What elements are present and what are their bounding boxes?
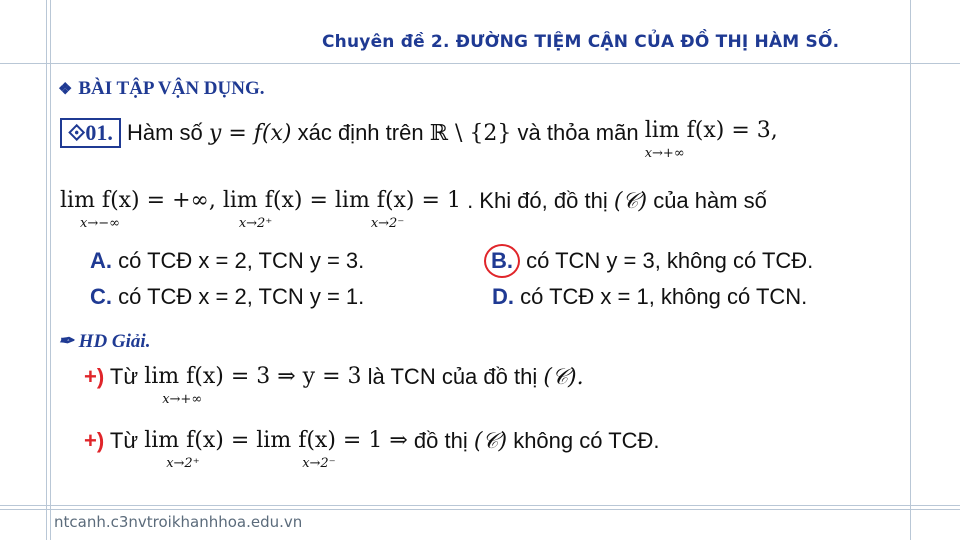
option-c-label: C. [90, 284, 112, 309]
step1-marker: +) [84, 364, 105, 389]
q-domain-set: ℝ \ {2} [429, 121, 512, 146]
step2-limit [144, 428, 408, 471]
step1-sub: x→+∞ [162, 392, 203, 407]
q-function: y = f(x) [208, 121, 292, 146]
footer-website: ntcanh.c3nvtroikhanhhoa.edu.vn [54, 513, 303, 531]
q-limit2-expr: lim f(x) = +∞ [60, 188, 209, 213]
option-b-label-circled: B. [484, 244, 520, 278]
section-title [58, 78, 265, 100]
solution-title [58, 330, 150, 353]
step2-graph: (𝒞) [473, 429, 508, 454]
left-border-line [46, 0, 47, 540]
step2-sub2: x→2⁻ [302, 456, 336, 471]
solution-step-1 [84, 364, 584, 407]
step2-sub1: x→2⁺ [166, 456, 200, 471]
q-text-khido: . Khi đó, đồ thị [467, 188, 608, 213]
step1-tu: Từ [109, 364, 139, 389]
q-limit-at-2 [208, 188, 461, 231]
step2-text: đồ thị [413, 428, 468, 453]
q-limit-minus-inf [60, 188, 209, 231]
step1-graph: (𝒞). [543, 365, 584, 390]
question-number [60, 118, 121, 148]
solution-title-text: HD Giải. [78, 331, 151, 352]
step2-text-end: không có TCĐ. [513, 428, 660, 453]
footer-rule-2 [0, 509, 960, 510]
q-limit-plus-inf [644, 118, 778, 161]
q-limit-expr: lim f(x) = 3, [644, 118, 778, 143]
question-line-2 [60, 188, 767, 231]
header-rule [0, 63, 960, 64]
option-a[interactable] [90, 248, 364, 274]
option-d-text: có TCĐ x = 1, không có TCN. [520, 284, 808, 309]
step2-tu: Từ [109, 428, 139, 453]
q-text-satisfy: và thỏa mãn [517, 120, 639, 145]
q-limit2-sub: x→−∞ [80, 216, 120, 231]
q-limit-sub: x→+∞ [644, 146, 685, 161]
step2-expr: lim f(x) = lim f(x) = 1 ⇒ [144, 428, 408, 453]
q-limit3-sub2: x→2⁻ [370, 216, 405, 231]
section-title-text: BÀI TẬP VẬN DỤNG. [78, 78, 265, 99]
option-d[interactable] [492, 284, 807, 310]
q-text-hamso: Hàm số [126, 120, 203, 145]
option-c[interactable] [90, 284, 364, 310]
option-a-label: A. [90, 248, 112, 273]
option-a-text: có TCĐ x = 2, TCN y = 3. [118, 248, 365, 273]
q-graph-symbol: (𝒞) [613, 189, 648, 214]
q-limit3-expr: , lim f(x) = lim f(x) = 1 [208, 188, 461, 213]
q-text-domain: xác định trên [297, 120, 424, 145]
right-border-line [910, 0, 911, 540]
step2-marker: +) [84, 428, 105, 453]
option-d-label: D. [492, 284, 514, 309]
question-number-text: 01. [85, 120, 113, 145]
option-b[interactable] [484, 244, 813, 278]
left-border-line-2 [50, 0, 51, 540]
step1-limit [144, 364, 362, 407]
solution-step-2 [84, 428, 660, 471]
question-line-1 [60, 118, 778, 161]
footer-rule [0, 505, 960, 506]
option-c-text: có TCĐ x = 2, TCN y = 1. [118, 284, 365, 309]
q-text-cuahamso: của hàm số [653, 188, 767, 213]
pen-icon: ✒ [58, 331, 74, 352]
step1-text: là TCN của đồ thị [367, 364, 538, 389]
diamond-icon: ❖ [58, 81, 73, 98]
page-header-title: Chuyên đề 2. ĐƯỜNG TIỆM CẬN CỦA ĐỒ THỊ HÀM SỐ. [322, 32, 840, 52]
step1-expr: lim f(x) = 3 ⇒ y = 3 [144, 364, 362, 389]
diamond-icon: ⟐ [68, 120, 86, 145]
q-limit3-sub1: x→2⁺ [238, 216, 273, 231]
option-b-text: có TCN y = 3, không có TCĐ. [526, 248, 814, 273]
